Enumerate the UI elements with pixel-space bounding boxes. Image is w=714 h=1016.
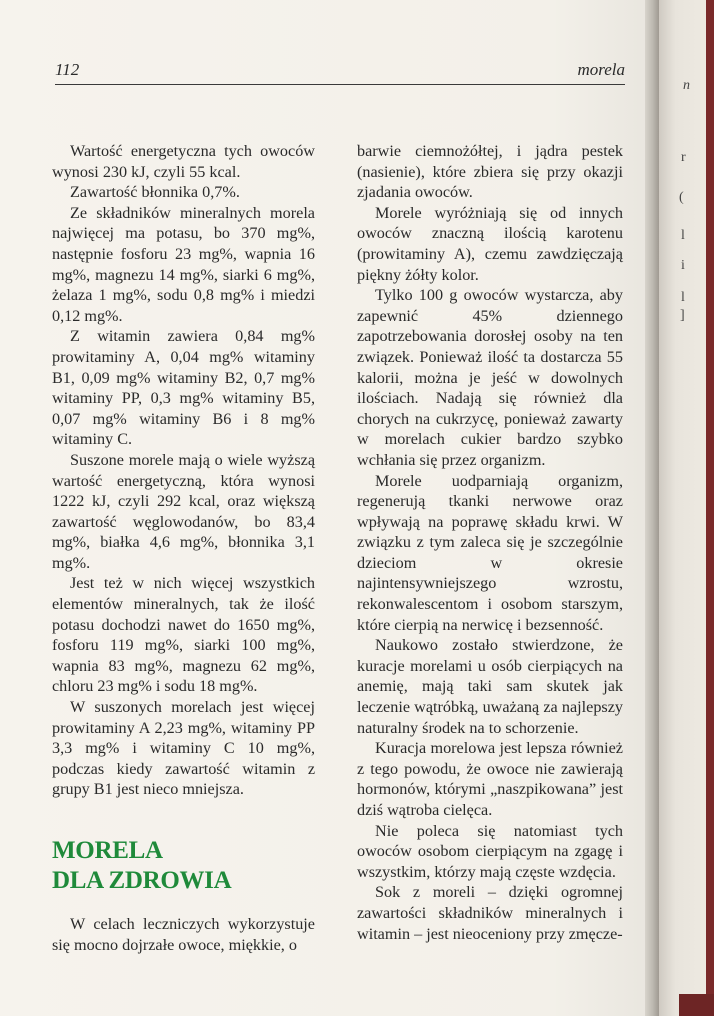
paragraph: Morele wyróżniają się od innych owoców znaczną ilością karotenu (prowitaminy A), czemu zawdzięczają piękny żółty kolor. bbox=[357, 203, 623, 284]
paragraph: Suszone morele mają o wiele wyższą wartość energetyczną, która wynosi 1222 kJ, czyli 292 kcal, oraz większą zawartość węglowodanów, bo 83,4 mg%, białka 4,6 mg%, błonnika 3,1 mg%. bbox=[52, 450, 315, 572]
left-column bbox=[52, 141, 315, 800]
right-column bbox=[357, 141, 623, 944]
paragraph: Nie poleca się natomiast tych owoców osobom cierpiącym na zgagę i wszystkim, którzy mają częste wzdęcia. bbox=[357, 821, 623, 881]
book-cover-edge bbox=[706, 0, 714, 1016]
paragraph: Naukowo zostało stwierdzone, że kuracje morelami u osób cierpiących na anemię, mają taki sam skutek jak leczenie wątróbką, uważaną za najlepszy naturalny środek na to schorzenie. bbox=[357, 636, 623, 737]
paragraph: Wartość energetyczna tych owoców wynosi 230 kJ, czyli 55 kcal. bbox=[52, 142, 315, 181]
paragraph: Sok z moreli – dzięki ogromnej zawartości składników mineralnych i witamin – jest nieoceniony przy zmęcze- bbox=[357, 883, 623, 943]
adjacent-page-glyph: r bbox=[681, 150, 686, 165]
running-title: morela bbox=[577, 60, 625, 79]
paragraph: Morele uodparniają organizm, regenerują tkanki nerwowe oraz wpływają na poprawę składu krwi. W związku z tym zaleca się je szczególnie dzieciom w okresie najintensywniejszego wzrostu, rekonwalescentom i osobom starszym, które cierpią na nerwicę i bezsenność. bbox=[357, 471, 623, 634]
paragraph: Zawartość błonnika 0,7%. bbox=[70, 183, 240, 202]
adjacent-page-glyph: l bbox=[681, 228, 685, 243]
book-spine bbox=[645, 0, 659, 1016]
paragraph: Tylko 100 g owoców wystarcza, aby zapewnić 45% dziennego zapotrzebowania dorosłej osoby na ten związek. Ponieważ ilość ta dostarcza 55 kalorii, można je jeść w dowolnych ilościach. Nadają się również dla chorych na cukrzycę, ponieważ zawarty w morelach cukier bardzo szybko wchłania się przez organizm. bbox=[357, 286, 623, 469]
section-heading bbox=[52, 836, 315, 896]
adjacent-page-glyph: n bbox=[683, 78, 690, 93]
paragraph: barwie ciemnożółtej, i jądra pestek (nasienie), które zbiera się przy okazji zjadania owoców. bbox=[357, 142, 623, 202]
book-cover-bottom bbox=[679, 994, 714, 1016]
adjacent-page-glyph: ] bbox=[680, 308, 685, 323]
adjacent-page-glyph: l bbox=[681, 290, 685, 305]
section-health bbox=[52, 836, 315, 955]
paragraph: W suszonych morelach jest więcej prowitaminy A 2,23 mg%, witaminy PP 3,3 mg% i witaminy C 10 mg%, podczas kiedy zawartość witamin z grupy B1 jest nieco mniejsza. bbox=[52, 698, 315, 799]
adjacent-page-glyph: ( bbox=[679, 190, 684, 205]
section-paragraph: W celach leczniczych wykorzystuje się mocno dojrzałe owoce, miękkie, o bbox=[52, 915, 315, 954]
paragraph: Z witamin zawiera 0,84 mg% prowitaminy A, 0,04 mg% witaminy B1, 0,09 mg% witaminy B2, 0,7 mg% witaminy PP, 0,3 mg% witaminy B5, 0,07 mg% witaminy B6 i 8 mg% witaminy C. bbox=[52, 327, 315, 449]
page-header bbox=[55, 58, 625, 85]
adjacent-page-edge bbox=[659, 0, 714, 1016]
paragraph: Jest też w nich więcej wszystkich elementów mineralnych, tak że ilość potasu dochodzi nawet do 1650 mg%, fosforu 119 mg%, siarki 100 mg%, wapnia 83 mg%, magnezu 62 mg%, chloru 23 mg% i sodu 18 mg%. bbox=[52, 574, 315, 696]
page-number: 112 bbox=[55, 60, 80, 79]
paragraph: Ze składników mineralnych morela najwięcej ma potasu, bo 370 mg%, następnie fosforu 23 mg%, wapnia 16 mg%, magnezu 14 mg%, siarki 6 mg%, żelaza 1 mg%, sodu 0,8 mg% i miedzi 0,12 mg%. bbox=[52, 203, 315, 325]
section-heading-line2: DLA ZDROWIA bbox=[52, 867, 232, 894]
section-heading-line1: MORELA bbox=[52, 837, 163, 864]
adjacent-page-glyph: i bbox=[681, 258, 685, 273]
paragraph: Kuracja morelowa jest lepsza również z tego powodu, że owoce nie zawierają hormonów, którymi „naszpikowana” jest dziś wątroba cielęca. bbox=[357, 739, 623, 819]
